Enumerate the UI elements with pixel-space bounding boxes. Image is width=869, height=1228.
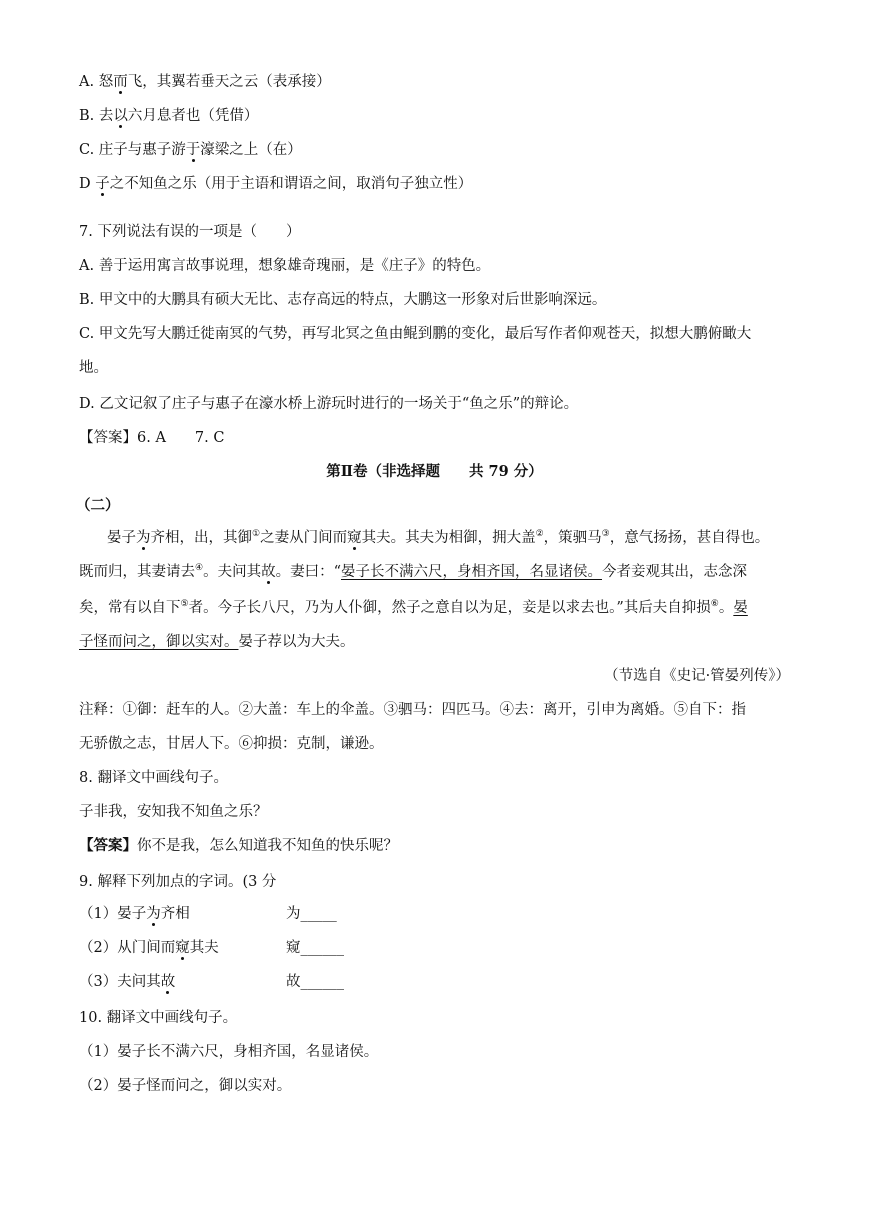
q8-question: 8. 翻译文中画线句子。: [79, 770, 228, 786]
dotted-char: 以: [113, 108, 128, 124]
q6-option-d: [79, 174, 472, 194]
passage-line-4: [79, 632, 355, 652]
underlined-sentence: 晏: [733, 600, 748, 616]
q6-option-b: [79, 106, 258, 126]
q6-option-a: [79, 72, 331, 92]
q7-option-a: A. 善于运用寓言故事说理，想象雄奇瑰丽，是《庄子》的特色。: [79, 258, 491, 274]
q7-option-b: B. 甲文中的大鹏具有硕大无比、志存高远的特点，大鹏这一形象对后世影响深远。: [79, 292, 607, 308]
footnote-mark: ②: [535, 529, 544, 540]
text: D: [79, 176, 91, 192]
q9-blank-1[interactable]: 为_____: [286, 906, 337, 922]
text: 飞，其翼若垂天之云（表承接）: [127, 74, 331, 90]
text: 晏子荐以为大夫。: [238, 634, 355, 650]
text: ，意气扬扬，甚自得也。: [609, 530, 770, 546]
text: 。夫问其: [203, 564, 262, 580]
text: 矣，常有以自下: [79, 600, 181, 616]
underlined-sentence: 子怪而问之，御以实对。: [79, 634, 239, 650]
answer-8: [79, 836, 398, 856]
footnote-mark: ③: [601, 529, 610, 540]
answer-6-7: [79, 428, 224, 448]
footnote-mark: ④: [195, 563, 204, 574]
q10-question: 10. 翻译文中画线句子。: [79, 1010, 238, 1026]
text: 之: [109, 176, 125, 192]
q7-option-c: C. 甲文先写大鹏迁徙南冥的气势，再写北冥之鱼由鲲到鹏的变化，最后写作者仰观苍天，拟想大鹏俯瞰大: [79, 326, 752, 342]
text: ，策驷马: [543, 530, 602, 546]
text: 齐相，出，其御: [150, 530, 252, 546]
dotted-char: 窥: [175, 940, 190, 956]
q7-question: 7. 下列说法有误的一项是（ ）: [79, 224, 301, 240]
notes-line-2: 无骄傲之志，甘居人下。⑥抑损：克制，谦逊。: [79, 736, 384, 752]
q9-item-1: [79, 904, 190, 924]
footnote-mark: ⑥: [710, 599, 719, 610]
q9-blank-2[interactable]: 窥______: [286, 940, 344, 956]
q8-sentence: 子非我，安知我不知鱼之乐？: [79, 804, 268, 820]
dotted-char: 于: [185, 142, 201, 158]
text: 濠梁之上（在）: [200, 142, 302, 158]
text: 晏子: [107, 530, 136, 546]
answer-text: 你不是我，怎么知道我不知鱼的快乐呢？: [137, 838, 398, 854]
answer-label: 【答案】: [79, 837, 137, 854]
dotted-char: 子: [95, 176, 110, 192]
q6-option-c: [79, 140, 302, 160]
part-2-heading: （二）: [76, 497, 120, 514]
text: 六月息者也（凭借）: [127, 108, 259, 124]
q9-item-2: [79, 938, 219, 958]
text: A. 怒: [79, 74, 114, 90]
answer-text: 6. A 7. C: [137, 430, 225, 446]
section-title: 第Ⅱ卷（非选择题 共 79 分）: [326, 463, 543, 480]
text: 齐相: [160, 906, 190, 922]
notes-line-1: 注释：①御：赶车的人。②大盖：车上的伞盖。③驷马：四匹马。④去：离开，引申为离婚。⑤自下：指: [79, 702, 746, 718]
text: 不知鱼之乐（用于主语和谓语之间，取消句子独立性）: [124, 176, 473, 192]
footnote-mark: ⑤: [180, 599, 189, 610]
text: 其夫。其夫为相御，拥大盖: [361, 530, 536, 546]
q9-blank-3[interactable]: 故______: [286, 974, 344, 990]
passage-line-1: [107, 528, 769, 548]
passage-line-3: [79, 598, 748, 618]
text: 今者妾观其出，志念深: [602, 564, 747, 580]
text: 。: [718, 600, 734, 616]
text: 之妻从门间而: [260, 530, 348, 546]
q10-sentence-1: （1）晏子长不满六尺，身相齐国，名显诸侯。: [79, 1044, 379, 1060]
text: （3）夫问其: [79, 974, 161, 990]
answer-label: 【答案】: [79, 430, 137, 446]
text: 其夫: [189, 940, 219, 956]
text: （2）从门间而: [79, 940, 176, 956]
text: 者。今子长八尺，乃为人仆御，然子之意自以为足，妾是以求去也。”其后夫自抑损: [188, 600, 711, 616]
passage-line-2: [79, 562, 747, 582]
dotted-char: 为: [136, 530, 151, 546]
dotted-char: 为: [146, 906, 161, 922]
dotted-char: 而: [113, 74, 128, 90]
q7-option-c-cont: 地。: [79, 360, 108, 376]
q7-option-d: D. 乙文记叙了庄子与惠子在濠水桥上游玩时进行的一场关于“鱼之乐”的辩论。: [79, 396, 579, 412]
q9-item-3: [79, 972, 175, 992]
source-citation: （节选自《史记·管晏列传》）: [604, 668, 790, 684]
dotted-char: 故: [160, 974, 176, 990]
text: 。妻曰：“: [275, 564, 341, 580]
underlined-sentence: 晏子长不满六尺，身相齐国，名显诸侯。: [341, 564, 602, 580]
text: （1）晏子: [79, 906, 147, 922]
footnote-mark: ①: [252, 529, 261, 540]
text: C. 庄子与惠子游: [79, 142, 186, 158]
text: B. 去: [79, 108, 114, 124]
text: 既而归，其妻请去: [79, 564, 195, 580]
q10-sentence-2: （2）晏子怪而问之，御以实对。: [79, 1078, 292, 1094]
dotted-char: 故: [261, 564, 276, 580]
q9-question: 9. 解释下列加点的字词。(3 分: [79, 874, 277, 890]
dotted-char: 窥: [347, 530, 362, 546]
